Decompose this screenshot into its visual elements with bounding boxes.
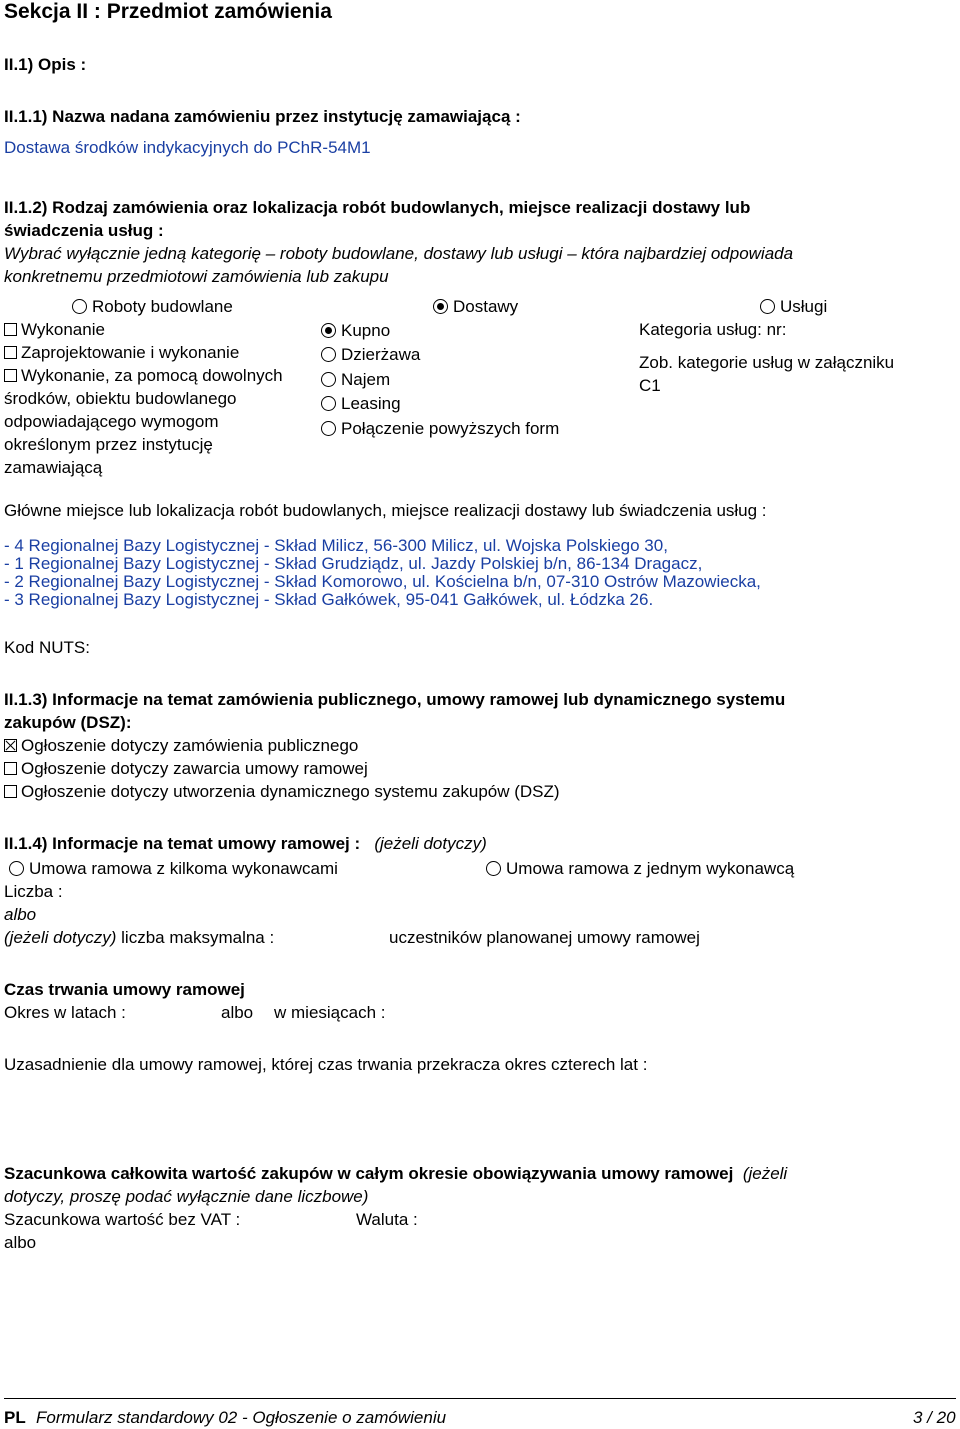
works-option-3-cont-4: zamawiającą [4, 458, 103, 477]
framework-multiple[interactable]: Umowa ramowa z kilkoma wykonawcami [9, 857, 338, 880]
albo-1: albo [4, 905, 37, 924]
location-line-1: - 4 Regionalnej Bazy Logistycznej - Skład Milicz, 56-300 Milicz, ul. Wojska Polskiego 30, [4, 536, 668, 555]
heading-ii-1-1: II.1.1) Nazwa nadana zamówieniu przez instytucję zamawiającą : [4, 107, 521, 126]
services-category: Kategoria usług: nr: [639, 320, 787, 339]
works-option-3-cont-1: środków, obiektu budowlanego [4, 389, 237, 408]
estimate-value-label: Szacunkowa wartość bez VAT : [4, 1210, 241, 1229]
checkbox-checked-icon[interactable] [4, 739, 17, 752]
checkbox-empty-icon[interactable] [4, 346, 17, 359]
footer-rule [4, 1398, 956, 1399]
location-line-4: - 3 Regionalnej Bazy Logistycznej - Skład Gałkówek, 95-041 Gałkówek, ul. Łódzka 26. [4, 590, 654, 609]
radio-selected-icon[interactable] [433, 299, 448, 314]
heading-ii-1-3-line2: zakupów (DSZ): [4, 713, 132, 732]
supplies-option-lease[interactable]: Dzierżawa [321, 343, 420, 366]
instruction-line1: Wybrać wyłącznie jedną kategorię – roboty budowlane, dostawy lub usługi – która najbardziej odpowiada [4, 244, 794, 263]
duration-heading: Czas trwania umowy ramowej [4, 980, 245, 999]
section-title: Sekcja II : Przedmiot zamówienia [4, 0, 332, 23]
radio-empty-icon[interactable] [321, 372, 336, 387]
estimate-heading: Szacunkowa całkowita wartość zakupów w całym okresie obowiązywania umowy ramowej (jeżeli [4, 1164, 788, 1183]
radio-empty-icon[interactable] [486, 861, 501, 876]
works-option-3-cont-2: odpowiadającego wymogom [4, 412, 219, 431]
notice-dps[interactable]: Ogłoszenie dotyczy utworzenia dynamicznego systemu zakupów (DSZ) [4, 780, 560, 803]
supplies-option-combination[interactable]: Połączenie powyższych form [321, 417, 559, 440]
checkbox-empty-icon[interactable] [4, 762, 17, 775]
works-option-1[interactable]: Wykonanie [4, 318, 105, 341]
checkbox-empty-icon[interactable] [4, 323, 17, 336]
heading-ii-1-4: II.1.4) Informacje na temat umowy ramowej : (jeżeli dotyczy) [4, 834, 487, 853]
footer-form-name: Formularz standardowy 02 - Ogłoszenie o zamówieniu [36, 1408, 447, 1427]
services-note-line2: C1 [639, 376, 661, 395]
instruction-line2: konkretnemu przedmiotowi zamówienia lub zakupu [4, 267, 389, 286]
contract-title-value: Dostawa środków indykacyjnych do PChR-54M1 [4, 138, 371, 157]
supplies-option-leasing[interactable]: Leasing [321, 392, 401, 415]
location-label: Główne miejsce lub lokalizacja robót budowlanych, miejsce realizacji dostawy lub świadczenia usług : [4, 501, 767, 520]
radio-empty-icon[interactable] [9, 861, 24, 876]
radio-empty-icon[interactable] [321, 396, 336, 411]
estimate-albo: albo [4, 1233, 37, 1252]
duration-months-label: w miesiącach : [274, 1003, 386, 1022]
nuts-code-label: Kod NUTS: [4, 638, 90, 657]
notice-framework[interactable]: Ogłoszenie dotyczy zawarcia umowy ramowej [4, 757, 368, 780]
works-option-2[interactable]: Zaprojektowanie i wykonanie [4, 341, 239, 364]
category-services[interactable]: Usługi [760, 295, 827, 318]
estimate-note: dotyczy, proszę podać wyłącznie dane liczbowe) [4, 1187, 369, 1206]
heading-ii-1-3-line1: II.1.3) Informacje na temat zamówienia publicznego, umowy ramowej lub dynamicznego systemu [4, 690, 786, 709]
radio-empty-icon[interactable] [760, 299, 775, 314]
radio-empty-icon[interactable] [321, 347, 336, 362]
notice-public-contract[interactable]: Ogłoszenie dotyczy zamówienia publicznego [4, 734, 358, 757]
radio-empty-icon[interactable] [321, 421, 336, 436]
heading-ii-1: II.1) Opis : [4, 55, 87, 74]
location-line-3: - 2 Regionalnej Bazy Logistycznej - Skład Komorowo, ul. Kościelna b/n, 07-310 Ostrów Mazowiecka, [4, 572, 761, 591]
max-count-label: (jeżeli dotyczy) liczba maksymalna : [4, 928, 275, 947]
supplies-option-rental[interactable]: Najem [321, 368, 390, 391]
framework-single[interactable]: Umowa ramowa z jednym wykonawcą [486, 857, 794, 880]
checkbox-empty-icon[interactable] [4, 785, 17, 798]
duration-justification: Uzasadnienie dla umowy ramowej, której czas trwania przekracza okres czterech lat : [4, 1055, 648, 1074]
services-note-line1: Zob. kategorie usług w załączniku [639, 353, 895, 372]
category-supplies[interactable]: Dostawy [433, 295, 518, 318]
duration-albo: albo [221, 1003, 254, 1022]
footer-page-number: 3 / 20 [913, 1408, 956, 1427]
supplies-option-purchase[interactable]: Kupno [321, 319, 390, 342]
heading-ii-1-2-line2: świadczenia usług : [4, 221, 164, 240]
heading-ii-1-2-line1: II.1.2) Rodzaj zamówienia oraz lokalizacja robót budowlanych, miejsce realizacji dostawy lub [4, 198, 751, 217]
count-label: Liczba : [4, 882, 63, 901]
category-works[interactable]: Roboty budowlane [72, 295, 233, 318]
duration-years-label: Okres w latach : [4, 1003, 126, 1022]
radio-empty-icon[interactable] [72, 299, 87, 314]
footer-lang: PL [4, 1408, 26, 1427]
location-line-2: - 1 Regionalnej Bazy Logistycznej - Skład Grudziądz, ul. Jazdy Polskiej b/n, 86-134 Dragacz, [4, 554, 703, 573]
radio-selected-icon[interactable] [321, 323, 336, 338]
works-option-3[interactable]: Wykonanie, za pomocą dowolnych [4, 364, 283, 387]
works-option-3-cont-3: określonym przez instytucję [4, 435, 213, 454]
estimate-currency-label: Waluta : [356, 1210, 418, 1229]
checkbox-empty-icon[interactable] [4, 369, 17, 382]
participants-label: uczestników planowanej umowy ramowej [389, 928, 700, 947]
